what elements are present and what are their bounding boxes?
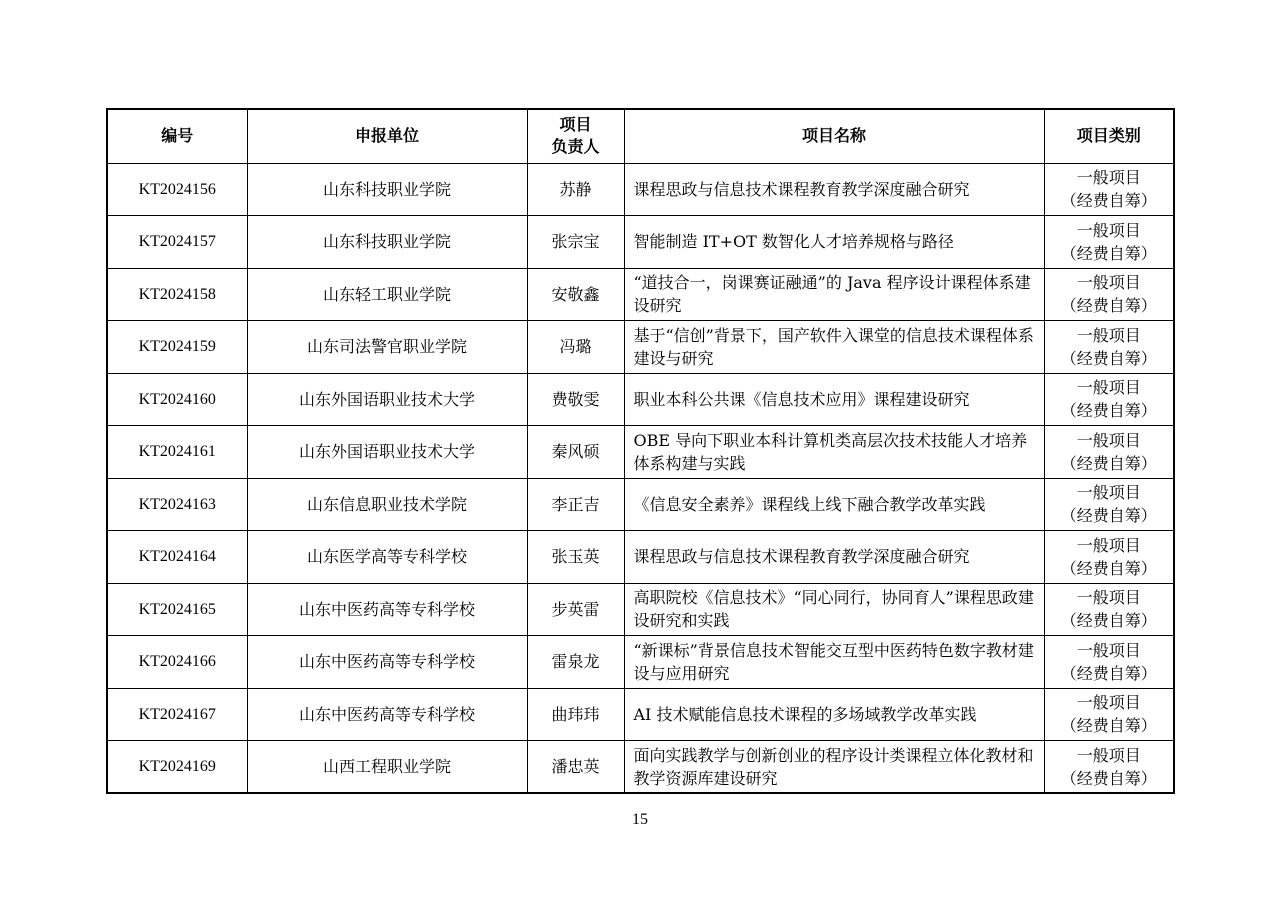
table-row [107,426,1174,479]
table-row [107,531,1174,584]
header-person [527,109,624,163]
category-type: 一般项目 [1076,168,1141,188]
cell-id: KT2024156 [107,163,247,216]
cell-id: KT2024163 [107,478,247,531]
category-funding: （经费自筹） [1060,401,1157,421]
cell-category [1044,531,1174,584]
table-row [107,478,1174,531]
cell-unit: 山东外国语职业技术大学 [247,373,527,426]
category-type: 一般项目 [1076,325,1141,345]
table-row [107,688,1174,741]
cell-project-name: 高职院校《信息技术》“同心同行，协同育人”课程思政建设研究和实践 [624,583,1044,636]
cell-unit: 山东信息职业技术学院 [247,478,527,531]
header-unit: 申报单位 [247,109,527,163]
cell-category [1044,688,1174,741]
cell-project-name: “新课标”背景信息技术智能交互型中医药特色数字教材建设与应用研究 [624,636,1044,689]
category-funding: （经费自筹） [1060,191,1157,211]
category-funding: （经费自筹） [1060,663,1157,683]
cell-category [1044,373,1174,426]
cell-person: 潘忠英 [527,741,624,794]
cell-unit: 山东中医药高等专科学校 [247,688,527,741]
cell-id: KT2024169 [107,741,247,794]
category-type: 一般项目 [1076,745,1141,765]
project-table [106,108,1175,794]
cell-category [1044,426,1174,479]
cell-person: 曲玮玮 [527,688,624,741]
cell-category [1044,636,1174,689]
header-category: 项目类别 [1044,109,1174,163]
cell-project-name: 课程思政与信息技术课程教育教学深度融合研究 [624,163,1044,216]
header-person-line1: 项目 [559,115,592,135]
category-funding: （经费自筹） [1060,558,1157,578]
cell-category [1044,478,1174,531]
category-funding: （经费自筹） [1060,506,1157,526]
cell-unit: 山东外国语职业技术大学 [247,426,527,479]
table-row [107,636,1174,689]
cell-id: KT2024160 [107,373,247,426]
cell-person: 苏静 [527,163,624,216]
table-row [107,163,1174,216]
header-person-line2: 负责人 [551,137,600,157]
table-row [107,268,1174,321]
table-row [107,373,1174,426]
category-funding: （经费自筹） [1060,453,1157,473]
cell-unit: 山东司法警官职业学院 [247,321,527,374]
cell-project-name: 职业本科公共课《信息技术应用》课程建设研究 [624,373,1044,426]
table-header-row [107,109,1174,163]
category-type: 一般项目 [1076,430,1141,450]
table-row [107,741,1174,794]
cell-unit: 山东科技职业学院 [247,216,527,269]
cell-unit: 山东中医药高等专科学校 [247,636,527,689]
cell-person: 冯璐 [527,321,624,374]
cell-unit: 山东科技职业学院 [247,163,527,216]
cell-category [1044,741,1174,794]
cell-unit: 山东医学高等专科学校 [247,531,527,584]
category-type: 一般项目 [1076,378,1141,398]
cell-category [1044,268,1174,321]
cell-person: 步英雷 [527,583,624,636]
category-type: 一般项目 [1076,535,1141,555]
cell-project-name: AI 技术赋能信息技术课程的多场域教学改革实践 [624,688,1044,741]
cell-person: 秦风硕 [527,426,624,479]
cell-id: KT2024164 [107,531,247,584]
cell-project-name: 课程思政与信息技术课程教育教学深度融合研究 [624,531,1044,584]
category-type: 一般项目 [1076,588,1141,608]
table-row [107,321,1174,374]
cell-person: 费敬雯 [527,373,624,426]
cell-unit: 山东中医药高等专科学校 [247,583,527,636]
cell-category [1044,163,1174,216]
cell-id: KT2024157 [107,216,247,269]
cell-id: KT2024158 [107,268,247,321]
category-funding: （经费自筹） [1060,296,1157,316]
cell-project-name: 智能制造 IT+OT 数智化人才培养规格与路径 [624,216,1044,269]
cell-unit: 山西工程职业学院 [247,741,527,794]
cell-category [1044,583,1174,636]
category-funding: （经费自筹） [1060,611,1157,631]
cell-unit: 山东轻工职业学院 [247,268,527,321]
category-funding: （经费自筹） [1060,716,1157,736]
category-type: 一般项目 [1076,693,1141,713]
header-name: 项目名称 [624,109,1044,163]
cell-person: 雷泉龙 [527,636,624,689]
cell-person: 安敬鑫 [527,268,624,321]
cell-person: 李正吉 [527,478,624,531]
cell-project-name: 《信息安全素养》课程线上线下融合教学改革实践 [624,478,1044,531]
table-row [107,583,1174,636]
category-funding: （经费自筹） [1060,348,1157,368]
category-funding: （经费自筹） [1060,768,1157,788]
cell-project-name: 基于“信创”背景下，国产软件入课堂的信息技术课程体系建设与研究 [624,321,1044,374]
cell-category [1044,321,1174,374]
cell-id: KT2024161 [107,426,247,479]
cell-id: KT2024166 [107,636,247,689]
cell-id: KT2024165 [107,583,247,636]
cell-id: KT2024159 [107,321,247,374]
category-type: 一般项目 [1076,220,1141,240]
cell-project-name: “道技合一，岗课赛证融通”的 Java 程序设计课程体系建设研究 [624,268,1044,321]
cell-project-name: 面向实践教学与创新创业的程序设计类课程立体化教材和教学资源库建设研究 [624,741,1044,794]
cell-id: KT2024167 [107,688,247,741]
page-number: 15 [632,811,648,828]
category-type: 一般项目 [1076,640,1141,660]
category-type: 一般项目 [1076,273,1141,293]
category-funding: （经费自筹） [1060,243,1157,263]
cell-person: 张宗宝 [527,216,624,269]
header-id: 编号 [107,109,247,163]
cell-person: 张玉英 [527,531,624,584]
table-body [107,163,1174,793]
cell-project-name: OBE 导向下职业本科计算机类高层次技术技能人才培养体系构建与实践 [624,426,1044,479]
category-type: 一般项目 [1076,483,1141,503]
cell-category [1044,216,1174,269]
table-row [107,216,1174,269]
